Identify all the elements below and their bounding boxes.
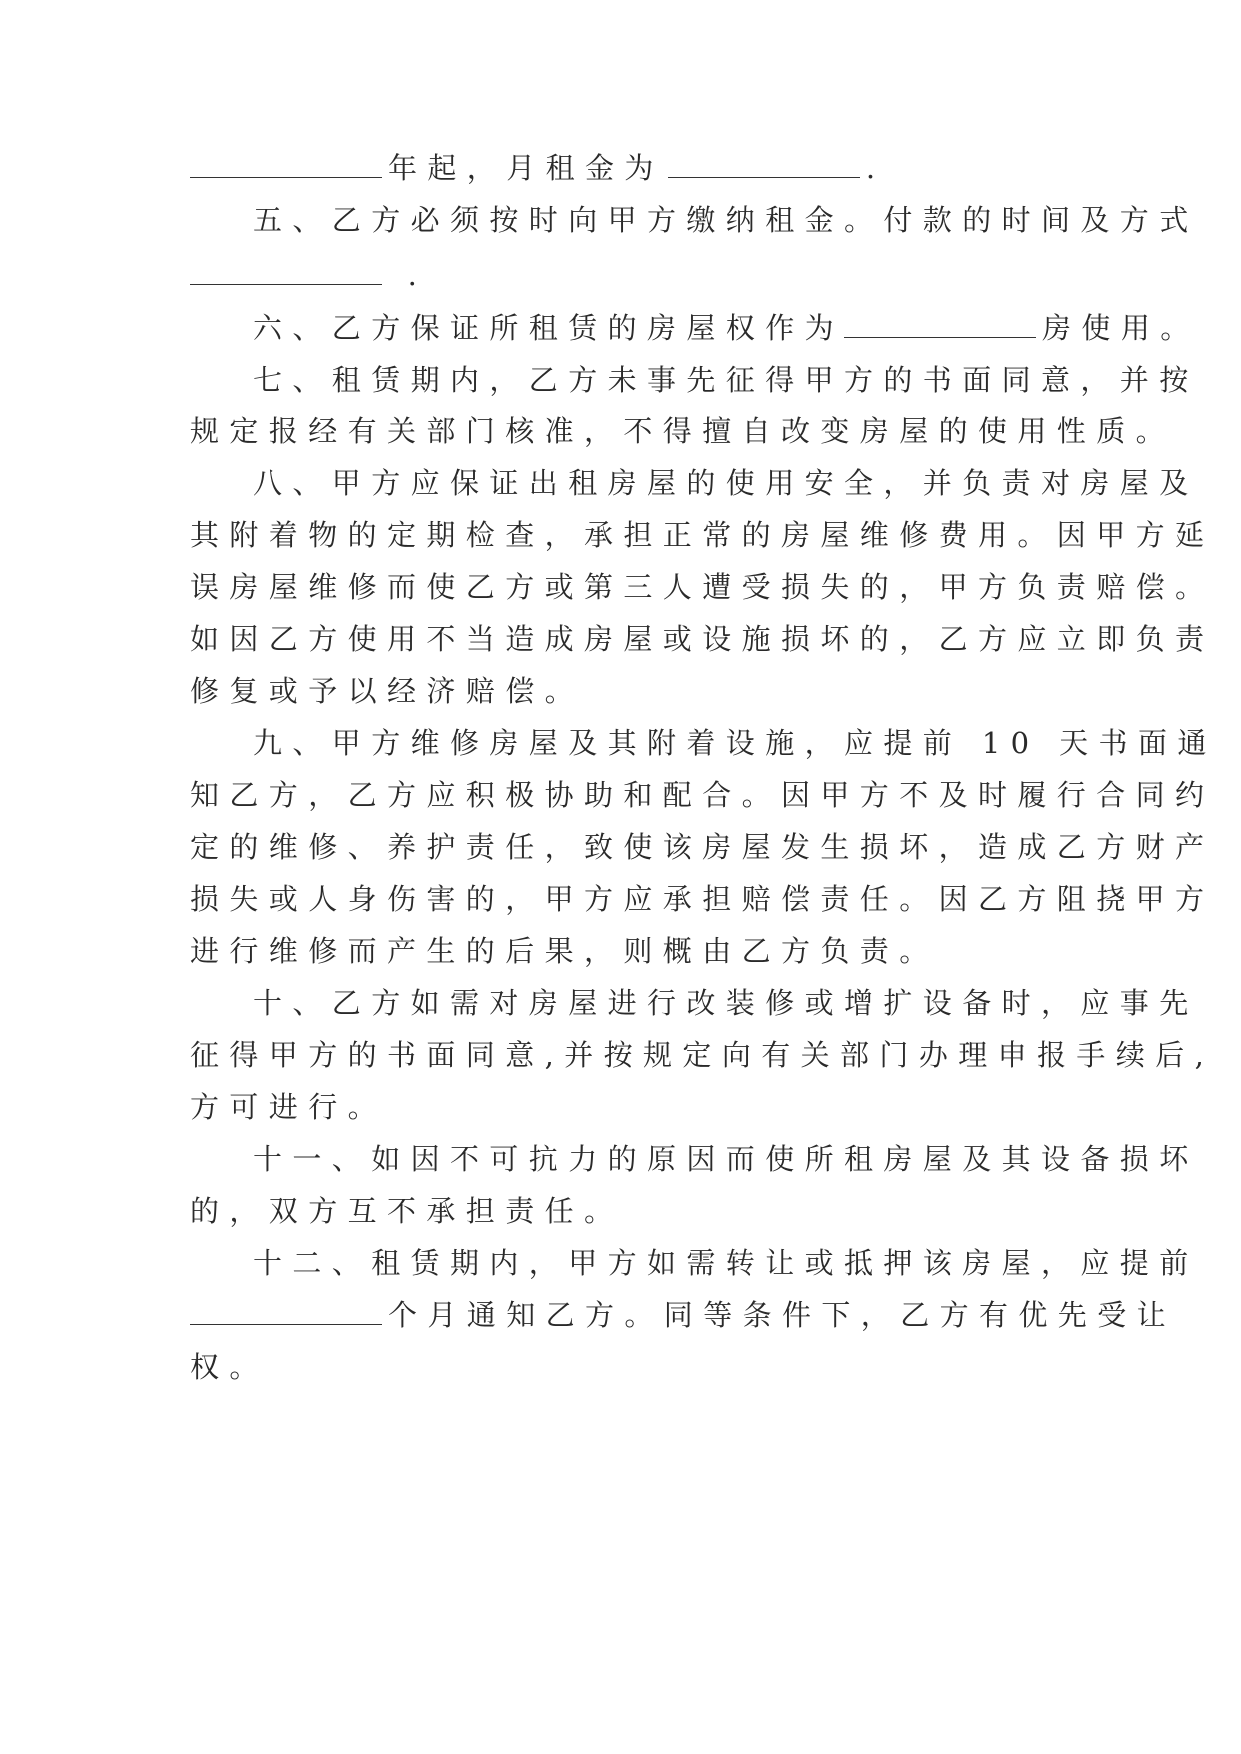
clause-12-line-3: 权。 bbox=[190, 1350, 269, 1384]
clause-6-line-1 bbox=[253, 308, 1200, 348]
blank-field bbox=[190, 258, 382, 285]
clause-10-line-2: 征得甲方的书面同意,并按规定向有关部门办理申报手续后, bbox=[190, 1038, 1215, 1072]
clause-9-line-1: 九、甲方维修房屋及其附着设施，应提前 10 天书面通 bbox=[253, 726, 1217, 760]
line-text: 房使用。 bbox=[1042, 311, 1200, 345]
line-text: . bbox=[388, 258, 428, 292]
clause-12-line-1: 十二、租赁期内，甲方如需转让或抵押该房屋，应提前 bbox=[253, 1246, 1199, 1280]
blank-field bbox=[668, 151, 860, 178]
blank-field bbox=[190, 151, 382, 178]
clause-5-line-1: 五、乙方必须按时向甲方缴纳租金。付款的时间及方式 bbox=[253, 203, 1199, 237]
blank-field bbox=[844, 311, 1036, 338]
clause-11-line-1: 十一、如因不可抗力的原因而使所租房屋及其设备损坏 bbox=[253, 1142, 1199, 1176]
blank-field bbox=[190, 1298, 382, 1325]
line-rent-start bbox=[190, 148, 885, 188]
clause-9-line-2: 知乙方，乙方应积极协助和配合。因甲方不及时履行合同约 bbox=[190, 778, 1215, 812]
clause-10-line-3: 方可进行。 bbox=[190, 1090, 388, 1124]
line-text: 六、乙方保证所租赁的房屋权作为 bbox=[253, 311, 845, 345]
clause-7-line-2: 规定报经有关部门核准，不得擅自改变房屋的使用性质。 bbox=[190, 414, 1176, 448]
clause-12-line-2 bbox=[190, 1295, 1176, 1335]
clause-8-line-4: 如因乙方使用不当造成房屋或设施损坏的，乙方应立即负责 bbox=[190, 622, 1215, 656]
line-text: 年起，月租金为 bbox=[388, 151, 664, 185]
clause-10-line-1: 十、乙方如需对房屋进行改装修或增扩设备时，应事先 bbox=[253, 986, 1199, 1020]
clause-7-line-1: 七、租赁期内，乙方未事先征得甲方的书面同意，并按 bbox=[253, 363, 1199, 397]
clause-9-line-5: 进行维修而产生的后果，则概由乙方负责。 bbox=[190, 934, 939, 968]
clause-8-line-1: 八、甲方应保证出租房屋的使用安全，并负责对房屋及 bbox=[253, 466, 1199, 500]
clause-8-line-2: 其附着物的定期检查，承担正常的房屋维修费用。因甲方延 bbox=[190, 518, 1215, 552]
line-text: . bbox=[865, 151, 886, 185]
clause-9-line-4: 损失或人身伤害的，甲方应承担赔偿责任。因乙方阻挠甲方 bbox=[190, 882, 1215, 916]
line-text: 个月通知乙方。同等条件下，乙方有优先受让 bbox=[388, 1298, 1177, 1332]
clause-11-line-2: 的，双方互不承担责任。 bbox=[190, 1194, 624, 1228]
clause-8-line-3: 误房屋维修而使乙方或第三人遭受损失的，甲方负责赔偿。 bbox=[190, 570, 1215, 604]
clause-9-line-3: 定的维修、养护责任，致使该房屋发生损坏，造成乙方财产 bbox=[190, 830, 1215, 864]
clause-5-line-2 bbox=[190, 255, 427, 295]
clause-8-line-5: 修复或予以经济赔偿。 bbox=[190, 674, 585, 708]
